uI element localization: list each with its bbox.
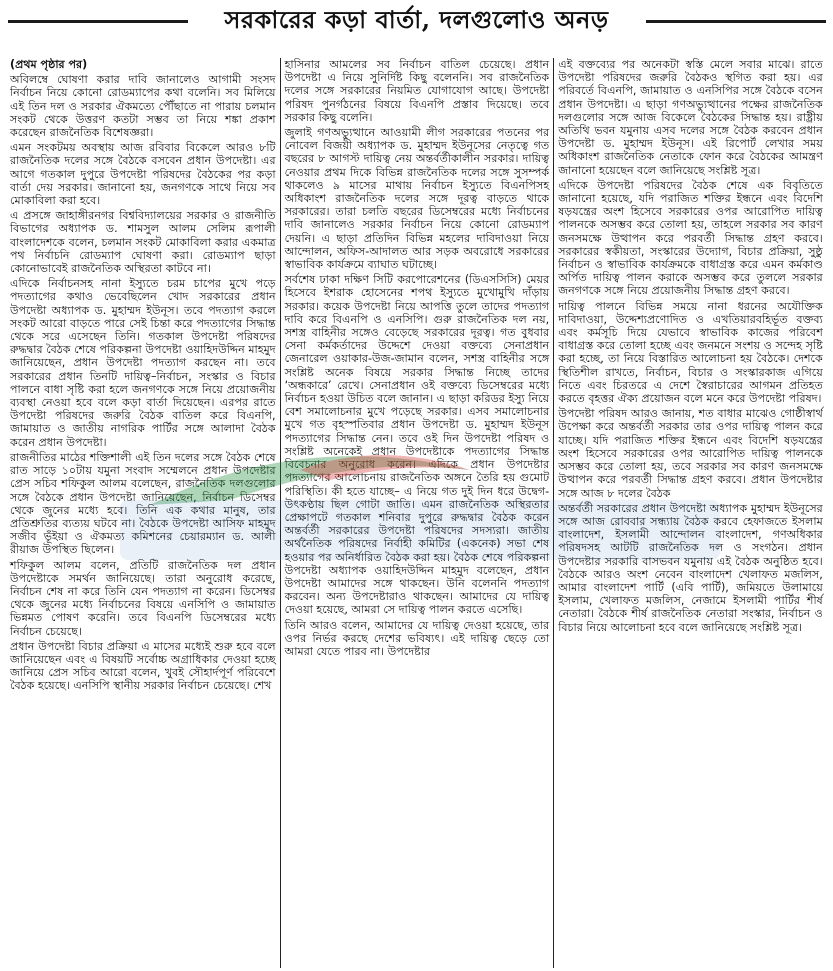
column-1 <box>6 58 280 968</box>
paragraph: এদিকে উপদেষ্টা পরিষদের বৈঠক শেষে এক বিবৃতিতে জানানো হয়েছে, যদি পরাজিত শক্তির ইন্ধনে এবং বিদেশি ষড়যন্ত্রের অংশ হিসেবে সরকারের ওপর আরোপিত দায়িত্ব পালনকে অসম্ভব করে তোলা হয়, তাহলে সরকার সব কারণ জনসমক্ষে উত্থাপন করে পরবর্তী সিদ্ধান্ত গ্রহণ করবে। সরকারের স্বকীয়তা, সংস্কারের উদ্যোগ, বিচার প্রক্রিয়া, সুষ্ঠু নির্বাচন ও স্বাভাবিক কার্যক্রমকে বাধাগ্রস্ত করে এমন কর্মকাণ্ড অর্পিত দায়িত্ব পালন করাকে অসম্ভব করে তুললে সরকার জনগণকে সঙ্গে নিয়ে প্রয়োজনীয় সিদ্ধান্ত গ্রহণ করবে। <box>558 178 823 298</box>
column-2 <box>280 58 554 968</box>
paragraph: তিনি আরও বলেন, আমাদের যে দায়িত্ব দেওয়া হয়েছে, তার ওপর নির্ভর করছে দেশের ভবিষ্যৎ। এই দায়িত্ব ছেড়ে তো আমরা যেতে পারব না। উপদেষ্টার <box>284 618 550 658</box>
paragraph: অন্তর্বর্তী সরকারের প্রধান উপদেষ্টা অধ্যাপক মুহাম্মদ ইউনূসের সঙ্গে আজ রোববার সন্ধ্যায় বৈঠক করবে হেফাজতে ইসলাম বাংলাদেশ, ইসলামী আন্দোলন বাংলাদেশ, গণঅধিকার পরিষদসহ আটটি রাজনৈতিক দল ও সংগঠন। প্রধান উপদেষ্টার সরকারি বাসভবন যমুনায় এই বৈঠক অনুষ্ঠিত হবে। বৈঠকে আরও অংশ নেবেন বাংলাদেশ খেলাফত মজলিস, আমার বাংলাদেশ পার্টি (এবি পার্টি), জমিয়তে উলামায়ে ইসলাম, খেলাফত মজলিস, নেজামে ইসলামী পার্টির শীর্ষ নেতারা। বৈঠকে শীর্ষ রাজনৈতিক নেতারা সংস্কার, নির্বাচন ও বিচার নিয়ে আলোচনা হবে বলে জানিয়েছে সংশ্লিষ্ট সূত্র। <box>558 501 823 634</box>
continued-label: (প্রথম পৃষ্ঠার পর) <box>10 58 88 71</box>
headline-banner <box>0 0 833 44</box>
paragraph: অবিলম্বে ঘোষণা করার দাবি জানালেও আগামী সংসদ নির্বাচন নিয়ে কোনো রোডম্যাপের কথা বলেনি। সব মিলিয়ে এই তিন দল ও সরকার ঐকমত্যে পৌঁছাতে না পারায় চলমান সংকট থেকে উত্তরণ কতটা সম্ভব তা নিয়ে শঙ্কা প্রকাশ করেছেন রাজনৈতিক বিশেষজ্ঞরা। <box>10 73 276 140</box>
article-columns <box>6 58 827 968</box>
headline-rule-right <box>646 20 826 23</box>
paragraph: এদিকে নির্বাচনসহ নানা ইস্যুতে চরম চাপের মুখে পড়ে পদত্যাগের কথাও ভেবেছিলেন খোদ সরকারের প্রধান উপদেষ্টা অধ্যাপক ড. মুহাম্মদ ইউনূস। তবে পদত্যাগ করলে সংকট আরো বাড়তে পারে সেই চিন্তা করে পদত্যাগের সিদ্ধান্ত থেকে সরে এসেছেন তিনি। গতকাল উপদেষ্টা পরিষদের রুদ্ধদ্বার বৈঠক শেষে পরিকল্পনা উপদেষ্টা ওয়াহিদউদ্দিন মাহমুদ জানিয়েছেন, প্রধান উপদেষ্টা পদত্যাগ করছেন না। তবে সরকারের প্রধান তিনটি দায়িত্ব–নির্বাচন, সংস্কার ও বিচার পালনে বাধা সৃষ্টি করা হলে জনগণকে সঙ্গে নিয়ে প্রয়োজনীয় ব্যবস্থা নেওয়া হবে বলে কড়া বার্তা দিয়েছেন। এরপর রাতে উপদেষ্টা পরিষদের জরুরি বৈঠক বাতিল করে বিএনপি, জামায়াত ও জাতীয় নাগরিক পার্টির সঙ্গে আলাদা বৈঠক করেন প্রধান উপদেষ্টা। <box>10 277 276 449</box>
paragraph: এ প্রসঙ্গে জাহাঙ্গীরনগর বিশ্ববিদ্যালয়ের সরকার ও রাজনীতি বিভাগের অধ্যাপক ড. শামসুল আলম সেলিম রূপালী বাংলাদেশকে বলেন, চলমান সংকট মোকাবিলা করার একমাত্র পথ নির্বাচনি রোডম্যাপ ঘোষণা করা। রোডম্যাপ ছাড়া কোনোভাবেই রাজনৈতিক অস্থিরতা কাটবে না। <box>10 209 276 276</box>
headline-rule-left <box>8 20 188 23</box>
paragraph: প্রধান উপদেষ্টা বিচার প্রক্রিয়া এ মাসের মধ্যেই শুরু হবে বলে জানিয়েছেন এবং এ বিষয়টি সর্বোচ্চ অগ্রাধিকার দেওয়া হচ্ছে জানিয়ে প্রেস সচিব আরো বলেন, খুবই সৌহার্দপূর্ণ পরিবেশে বৈঠক হয়েছে। এনসিপি স্থানীয় সরকার নির্বাচন চেয়েছে। শেখ <box>10 639 276 693</box>
paragraph: জুলাই গণঅভ্যুত্থানে আওয়ামী লীগ সরকারের পতনের পর নোবেল বিজয়ী অধ্যাপক ড. মুহাম্মদ ইউনূসের নেতৃত্বে গত বছরের ৮ আগস্ট দায়িত্ব নেয় অন্তর্বর্তীকালীন সরকার। দায়িত্ব নেওয়ার প্রথম দিকে বিভিন্ন রাজনৈতিক দলের সঙ্গে সুসম্পর্ক থাকলেও ৯ মাসের মাথায় নির্বাচন ইস্যুতে বিএনপিসহ অধিকাংশ রাজনৈতিক দলের সঙ্গে দূরত্ব বাড়তে থাকে সরকারের। তারা চলতি বছরের ডিসেম্বরের মধ্যে নির্বাচনের দাবি জানালেও সরকার নির্বাচন নিয়ে কোনো রোডম্যাপ দেয়নি। এ ছাড়া প্রতিদিন বিভিন্ন মহলের দাবিদাওয়া নিয়ে আন্দোলন, অফিস-আদালত আর সড়ক অবরোধে সরকারের স্বাভাবিক কার্যক্রমে ব্যাঘাত ঘটাচ্ছে। <box>284 126 550 272</box>
paragraph: দায়িত্ব পালনে বিভিন্ন সময়ে নানা ধরনের অযৌক্তিক দাবিদাওয়া, উদ্দেশ্যপ্রণোদিত ও এখতিয়ারবহির্ভূত বক্তব্য এবং কর্মসূচি দিয়ে যেভাবে স্বাভাবিক কাজের পরিবেশ বাধাগ্রস্ত করে তোলা হচ্ছে এবং জনমনে সংশয় ও সন্দেহ সৃষ্টি করা হচ্ছে, তা নিয়ে বিস্তারিত আলোচনা হয় বৈঠকে। দেশকে স্থিতিশীল রাখতে, নির্বাচন, বিচার ও সংস্কারকাজ এগিয়ে নিতে এবং চিরতরে এ দেশে স্বৈরাচারের আগমন প্রতিহত করতে বৃহত্তর ঐক্য প্রয়োজন বলে মনে করে উপদেষ্টা পরিষদ। <box>558 299 823 406</box>
paragraph: হাসিনার আমলের সব নির্বাচন বাতিল চেয়েছে। প্রধান উপদেষ্টা এ নিয়ে সুনির্দিষ্ট কিছু বলেননি। সব রাজনৈতিক দলের সঙ্গে সরকারের নিয়মিত যোগাযোগ আছে। উপদেষ্টা পরিষদ পুনর্গঠনের বিষয়ে বিএনপি প্রস্তাব দিয়েছে। তবে সরকার কিছু বলেনি। <box>284 58 550 124</box>
paragraph: রাজনীতির মাঠের শক্তিশালী এই তিন দলের সঙ্গে বৈঠক শেষে রাত সাড়ে ১০টায় যমুনা সংবাদ সম্মেলনে প্রধান উপদেষ্টার প্রেস সচিব শফিকুল আলম বলেছেন, রাজনৈতিক দলগুলোর সঙ্গে বৈঠকে প্রধান উপদেষ্টা জানিয়েছেন, নির্বাচন ডিসেম্বর থেকে জুনের মধ্যে হবে। তিনি এক কথার মানুষ, তার প্রতিশ্রুতির ব্যত্যয় ঘটবে না। বৈঠকে উপদেষ্টা আসিফ মাহমুদ সজীব ভূঁইয়া ও ঐকমত্য কমিশনের চেয়ারম্যান ড. আলী রীয়াজ উপস্থিত ছিলেন। <box>10 450 276 557</box>
headline: সরকারের কড়া বার্তা, দলগুলোও অনড় <box>213 2 621 42</box>
paragraph: উপদেষ্টা পরিষদ আরও জানায়, শত বাধার মাঝেও গোষ্ঠীস্বার্থ উপেক্ষা করে অন্তর্বর্তী সরকার তার ওপর দায়িত্ব পালন করে যাচ্ছে। যদি পরাজিত শক্তির ইন্ধনে এবং বিদেশি ষড়যন্ত্রের অংশ হিসেবে সরকারের ওপর আরোপিত দায়িত্ব পালনকে অসম্ভব করে তোলা হয়, তবে সরকার সব কারণ জনসমক্ষে উত্থাপন করে পরবর্তী সিদ্ধান্ত গ্রহণ করবে। প্রধান উপদেষ্টার সঙ্গে আজ ৮ দলের বৈঠক <box>558 407 823 500</box>
paragraph: শফিকুল আলম বলেন, প্রতিটি রাজনৈতিক দল প্রধান উপদেষ্টাকে সমর্থন জানিয়েছে। তারা অনুরোধ করেছে, নির্বাচন শেষ না করে তিনি যেন পদত্যাগ না করেন। ডিসেম্বর থেকে জুনের মধ্যে নির্বাচনের বিষয়ে এনসিপি ও জামায়াত ভিন্নমত পোষণ করেনি। তবে বিএনপি ডিসেম্বরের মধ্যে নির্বাচন চেয়েছে। <box>10 558 276 638</box>
paragraph: সর্বশেষ ঢাকা দক্ষিণ সিটি করপোরেশনের (ডিএসসিসি) মেয়র হিসেবে ইশরাক হোসেনের শপথ ইস্যুতে মুখোমুখি দাঁড়ায় সরকার। কয়েক উপদেষ্টা নিয়ে আপত্তি তুলে তাদের পদত্যাগ দাবি করে বিএনপি ও এনসিপি। গুরু রাজনৈতিক দল নয়, সশস্ত্র বাহিনীর সঙ্গেও বেড়েছে সরকারের দূরত্ব। গত বুধবার সেনা কর্মকর্তাদের উদ্দেশে দেওয়া বক্তব্যে সেনাপ্রধান জেনারেল ওয়াকার-উজ-জামান বলেন, সশস্ত্র বাহিনীর সঙ্গে সংশ্লিষ্ট অনেক বিষয়ে সরকার সিদ্ধান্ত নিচ্ছে তাদের ‘অন্ধকারে’ রেখে। সেনাপ্রধান ওই বক্তব্যে ডিসেম্বরের মধ্যে নির্বাচন হওয়া উচিত বলে জানান। এ ছাড়া করিডর ইস্যু নিয়ে বেশ সমালোচনার মুখে পড়েছে সরকার। এসব সমালোচনার মুখে গত বৃহস্পতিবার প্রধান উপদেষ্টা ড. মুহাম্মদ ইউনূস পদত্যাগের সিদ্ধান্ত নেন। তবে ওই দিন উপদেষ্টা পরিষদ ও সংশ্লিষ্ট অনেকেই প্রধান উপদেষ্টাকে পদত্যাগের সিদ্ধান্ত বিবেচনার অনুরোধ করেন। এদিকে প্রধান উপদেষ্টার পদত্যাগের আলোচনায় রাজনৈতিক অঙ্গনে তৈরি হয় গুমোট পরিস্থিতি। কী হতে যাচ্ছে– এ নিয়ে গত দুই দিন ধরে উদ্বেগ-উৎকণ্ঠায় ছিল গোটা জাতি। এমন রাজনৈতিক অস্থিরতার প্রেক্ষাপটে গতকাল শনিবার দুপুরে রুদ্ধদ্বার বৈঠক করেন অন্তর্বর্তী সরকারের উপদেষ্টা পরিষদের সদস্যরা। জাতীয় অর্থনৈতিক পরিষদের নির্বাহী কমিটির (একনেক) সভা শেষ হওয়ার পর অনির্ধারিত বৈঠক করা হয়। বৈঠক শেষে পরিকল্পনা উপদেষ্টা অধ্যাপক ওয়াহিদউদ্দিন মাহমুদ বলেছেন, প্রধান উপদেষ্টা আমাদের সঙ্গে থাকছেন। উনি বলেননি পদত্যাগ করবেন। অন্য উপদেষ্টারাও থাকছেন। আমাদের যে দায়িত্ব দেওয়া হয়েছে, আমরা সে দায়িত্ব পালন করতে এসেছি। <box>284 273 550 617</box>
column-3 <box>553 58 827 968</box>
paragraph: এমন সংকটময় অবস্থায় আজ রবিবার বিকেলে আরও ৮টি রাজনৈতিক দলের সঙ্গে বৈঠকে বসবেন প্রধান উপদেষ্টা। এর আগে গতকাল দুপুরে উপদেষ্টা পরিষদের বৈঠকের পর কড়া বার্তা দেয় সরকার। জানানো হয়, জনগণকে সাথে নিয়ে সব মোকাবিলা করা হবে। <box>10 141 276 208</box>
paragraph: এই বক্তব্যের পর অনেকটা স্বস্তি মেলে সবার মাঝে। রাতে উপদেষ্টা পরিষদের জরুরি বৈঠকও স্থগিত করা হয়। এর পরিবর্তে বিএনপি, জামায়াত ও এনসিপির সঙ্গে বৈঠকে বসেন প্রধান উপদেষ্টা। এ ছাড়া গণঅভ্যুত্থানের পক্ষের রাজনৈতিক দলগুলোর সঙ্গে আজ বিকেলে বৈঠকের সিদ্ধান্ত হয়। রাষ্ট্রীয় অতিথি ভবন যমুনায় এসব দলের সঙ্গে বৈঠক করবেন প্রধান উপদেষ্টা ড. মুহাম্মদ ইউনূস। এই রিপোর্ট লেখার সময় অধিকাংশ রাজনৈতিক নেতাকে ফোন করে বৈঠকের আমন্ত্রণ জানানো হয়েছেন বলে জানিয়েছে সংশ্লিষ্ট সূত্র। <box>558 58 823 177</box>
